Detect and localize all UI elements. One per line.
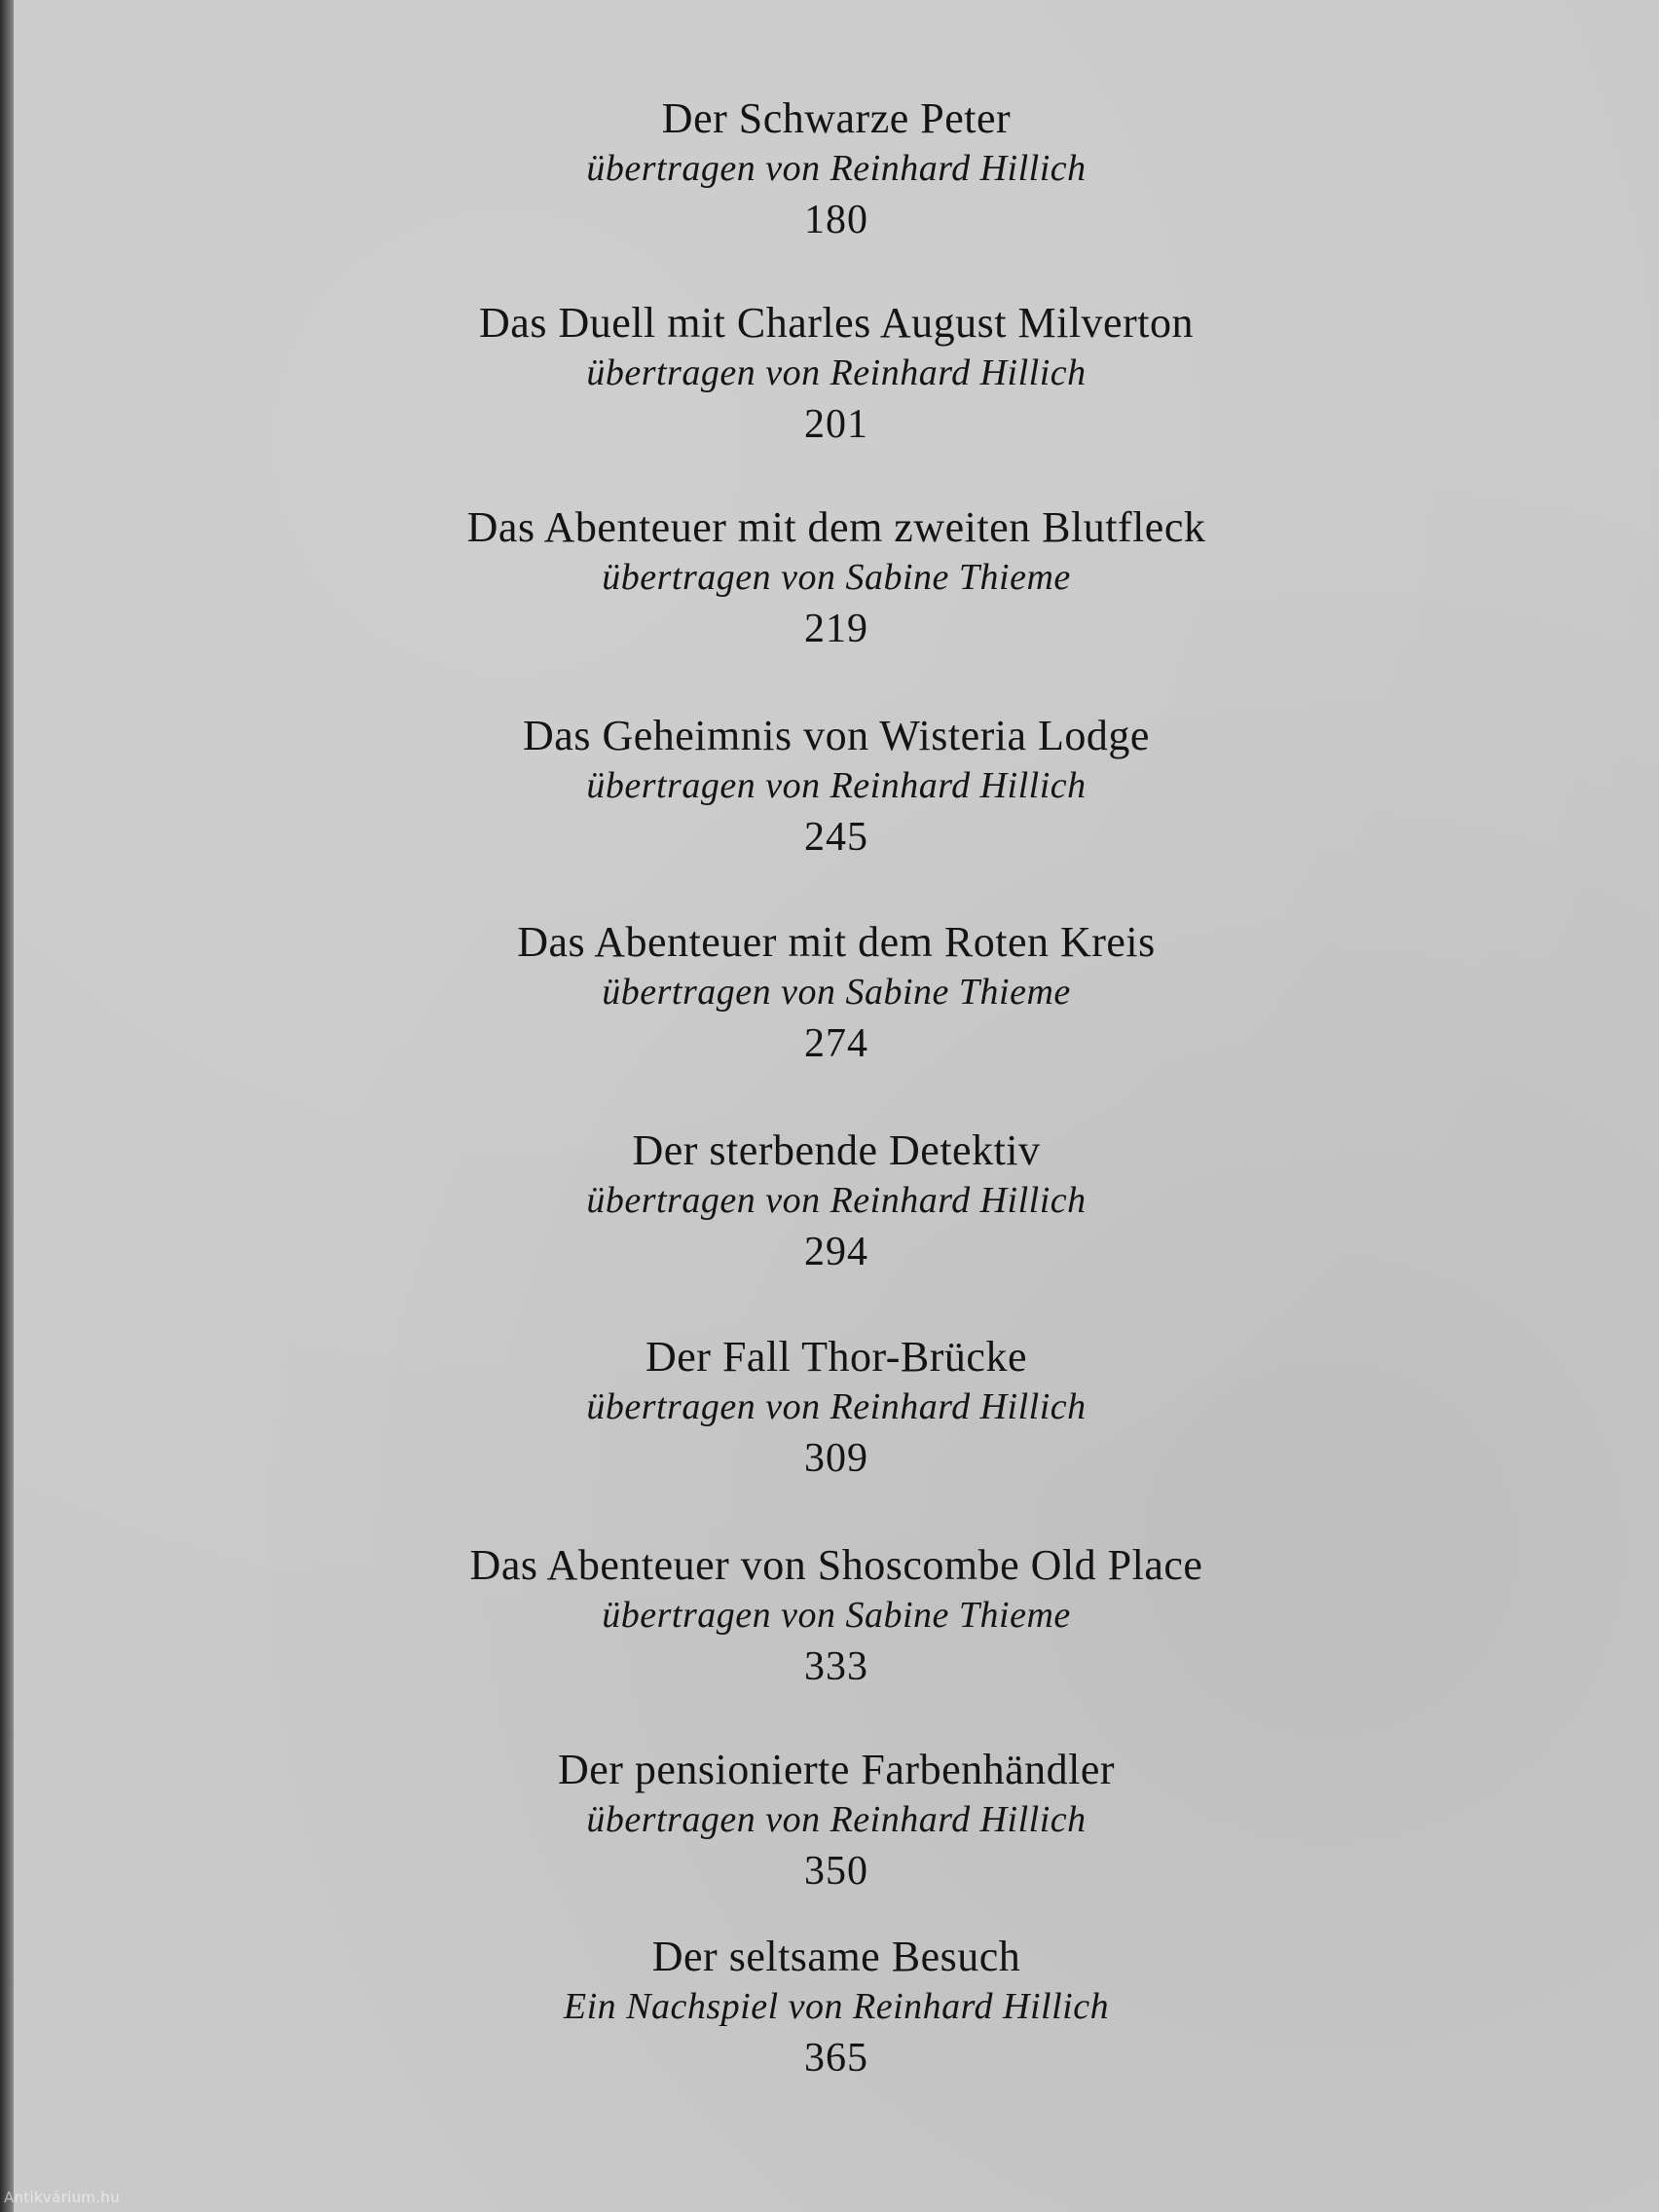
table-of-contents xyxy=(14,0,1659,2212)
entry-page-number: 294 xyxy=(804,1230,868,1274)
entry-translator: übertragen von Reinhard Hillich xyxy=(586,148,1087,189)
entry-page-number: 274 xyxy=(804,1021,868,1066)
toc-entry xyxy=(14,1932,1659,2085)
entry-translator: übertragen von Sabine Thieme xyxy=(602,557,1071,598)
entry-translator: Ein Nachspiel von Reinhard Hillich xyxy=(563,1986,1110,2027)
toc-entry xyxy=(14,711,1659,865)
entry-translator: übertragen von Sabine Thieme xyxy=(602,972,1071,1013)
book-page xyxy=(14,0,1659,2212)
entry-translator: übertragen von Reinhard Hillich xyxy=(586,1180,1087,1221)
entry-page-number: 333 xyxy=(804,1644,868,1689)
entry-page-number: 180 xyxy=(804,198,868,242)
watermark: Antikvárium.hu xyxy=(4,2189,121,2206)
entry-page-number: 201 xyxy=(804,402,868,447)
entry-page-number: 245 xyxy=(804,815,868,860)
toc-entry xyxy=(14,298,1659,452)
entry-title: Der pensionierte Farbenhändler xyxy=(557,1746,1116,1793)
toc-entry xyxy=(14,1745,1659,1899)
toc-entry xyxy=(14,502,1659,656)
entry-title: Das Geheimnis von Wisteria Lodge xyxy=(523,712,1150,759)
toc-entry xyxy=(14,93,1659,247)
toc-entry xyxy=(14,1332,1659,1486)
entry-title: Das Abenteuer mit dem zweiten Blutfleck xyxy=(466,503,1206,551)
entry-title: Der Schwarze Peter xyxy=(661,94,1012,142)
entry-title: Der seltsame Besuch xyxy=(651,1933,1021,1980)
entry-page-number: 365 xyxy=(804,2036,868,2081)
toc-entry xyxy=(14,1125,1659,1279)
entry-title: Das Duell mit Charles August Milverton xyxy=(479,299,1194,347)
entry-title: Der Fall Thor-Brücke xyxy=(645,1333,1027,1381)
entry-page-number: 350 xyxy=(804,1849,868,1894)
toc-entry xyxy=(14,917,1659,1071)
entry-page-number: 219 xyxy=(804,607,868,651)
entry-title: Das Abenteuer von Shoscombe Old Place xyxy=(469,1541,1203,1589)
entry-title: Der sterbende Detektiv xyxy=(632,1126,1041,1174)
entry-title: Das Abenteuer mit dem Roten Kreis xyxy=(517,918,1156,966)
entry-translator: übertragen von Reinhard Hillich xyxy=(586,1386,1087,1427)
entry-translator: übertragen von Sabine Thieme xyxy=(602,1595,1071,1636)
toc-entry xyxy=(14,1540,1659,1694)
entry-translator: übertragen von Reinhard Hillich xyxy=(586,1799,1087,1840)
entry-page-number: 309 xyxy=(804,1436,868,1481)
entry-translator: übertragen von Reinhard Hillich xyxy=(586,765,1087,806)
entry-translator: übertragen von Reinhard Hillich xyxy=(586,352,1087,393)
